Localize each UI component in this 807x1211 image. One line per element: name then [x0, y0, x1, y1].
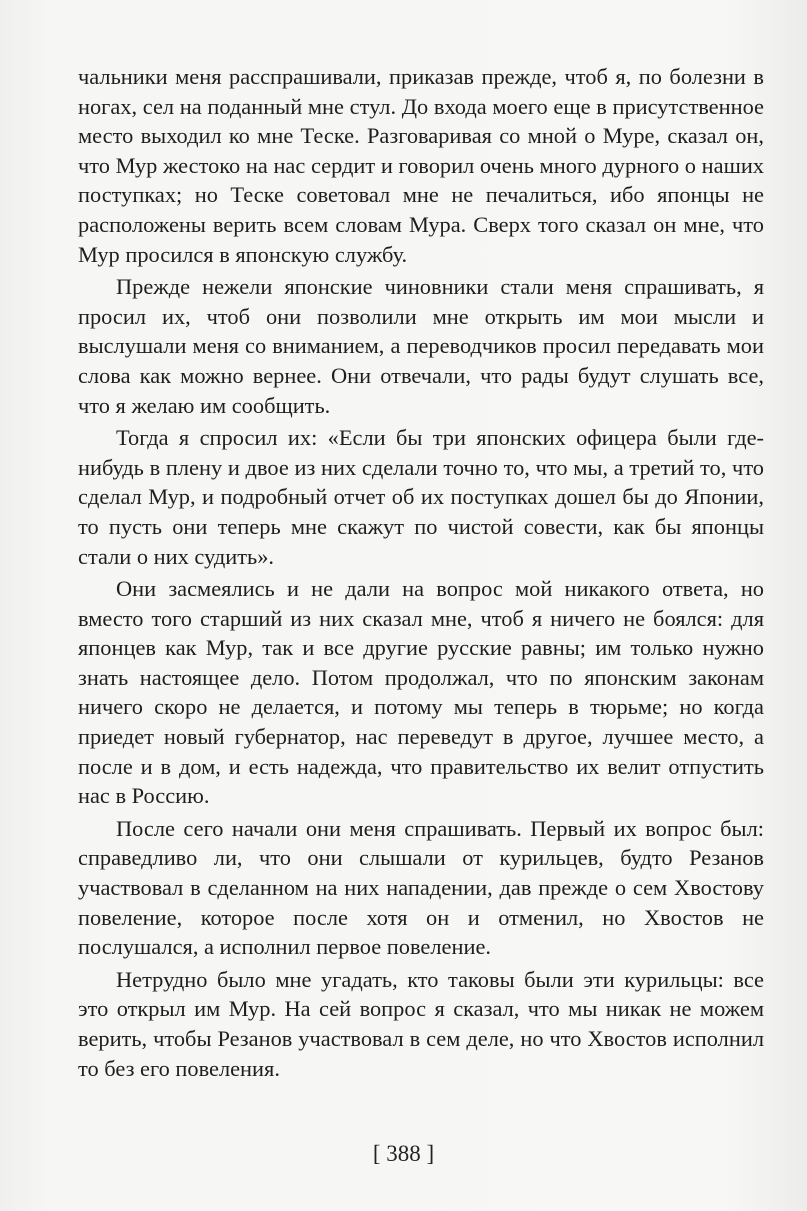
body-text	[78, 62, 764, 1083]
page-number: [ 388 ]	[372, 1141, 435, 1166]
paragraph-2: Прежде нежели японские чиновники стали меня спрашивать, я просил их, чтоб они позволили мне открыть им мои мысли и выслушали меня со вниманием, а переводчиков просил передавать мои слова как можно вернее. Они отвечали, что рады будут слушать все, что я желаю им сообщить.	[78, 274, 764, 418]
paragraph-3: Тогда я спросил их: «Если бы три японских офицера были где-нибудь в плену и двое из них сделали точно то, что мы, а третий то, что сделал Мур, и подробный отчет об их поступках дошел бы до Японии, то пусть они теперь мне скажут по чистой совести, как бы японцы стали о них судить».	[78, 425, 764, 569]
paragraph-4: Они засмеялись и не дали на вопрос мой никакого ответа, но вместо того старший из них сказал мне, чтоб я ничего не боялся: для японцев как Мур, так и все другие русские равны; им только нужно знать настоящее дело. Потом продолжал, что по японским законам ничего скоро не делается, и потому мы теперь в тюрьме; но когда приедет новый губернатор, нас переведут в другое, лучшее место, а после и в дом, и есть надежда, что правительство их велит отпустить нас в Россию.	[78, 576, 764, 809]
paragraph-5: После сего начали они меня спрашивать. Первый их вопрос был: справедливо ли, что они слышали от курильцев, будто Резанов участвовал в сделанном на них нападении, дав прежде о сем Хвостову повеление, которое после хотя он и отменил, но Хвостов не послушался, а исполнил первое повеление.	[78, 815, 764, 960]
paragraph-1: чальники меня расспрашивали, приказав прежде, чтоб я, по болезни в ногах, сел на поданный мне стул. До входа моего еще в присутственное место выходил ко мне Теске. Разговаривая со мной о Муре, сказал он, что Мур жестоко на нас сердит и говорил очень много дурного о наших поступках; но Теске советовал мне не печалиться, ибо японцы не расположены верить всем словам Мура. Сверх того сказал он мне, что Мур просился в японскую службу.	[78, 64, 764, 267]
paragraph-6: Нетрудно было мне угадать, кто таковы были эти курильцы: все это открыл им Мур. На сей вопрос я сказал, что мы никак не можем верить, чтобы Резанов участвовал в сем деле, но что Хвостов исполнил то без его повеления.	[78, 966, 764, 1081]
